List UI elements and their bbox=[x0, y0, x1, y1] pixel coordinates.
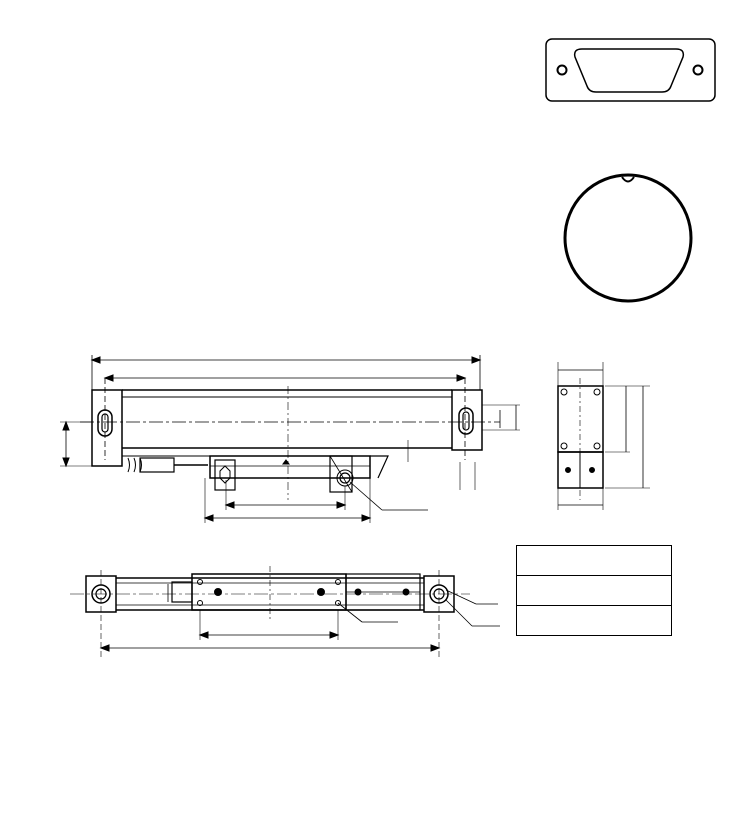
round-connector bbox=[565, 175, 691, 301]
db9-connector bbox=[546, 39, 715, 101]
top-view bbox=[70, 566, 500, 660]
side-view bbox=[60, 355, 520, 523]
end-view bbox=[558, 362, 650, 510]
